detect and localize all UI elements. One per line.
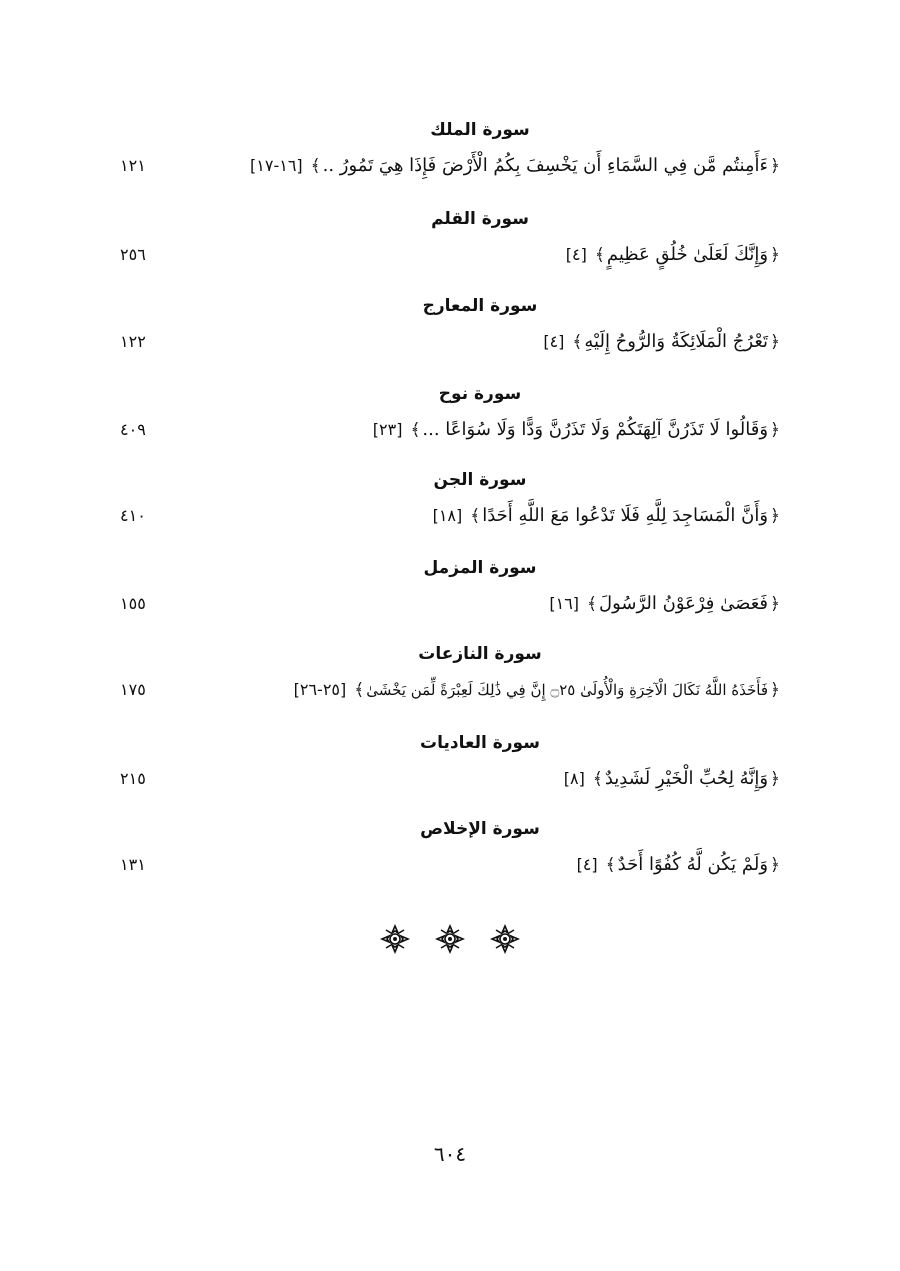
verse-close-bracket: ﴾ [410,420,421,440]
verse-row [0,586,900,622]
verse-row [0,148,900,184]
surah-title: سورة النازعات [418,644,542,664]
surah-section [0,815,900,903]
verse-close-bracket: ﴾ [605,855,616,875]
verse-reference: [٤] [576,855,598,874]
verse-text-block [433,498,782,534]
verse-open-bracket: ﴿ [770,594,780,614]
page-number: ١٥٥ [120,594,146,613]
page-number: ١٢١ [120,156,146,175]
page-number: ٢٥٦ [120,245,146,264]
verse-text: فَأَخَذَهُ اللَّهُ نَكَالَ الْآخِرَةِ وَالْأُولَىٰ ۝٢٥ إِنَّ فِي ذَٰلِكَ لَعِبْرَةً لِّمَن يَخْشَىٰ [366,681,769,699]
surah-section [0,640,900,728]
page-number: ١٧٥ [120,680,146,699]
surah-title: سورة المزمل [423,558,537,578]
surah-title: سورة العاديات [420,733,540,753]
verse-text: وَإِنَّكَ لَعَلَىٰ خُلُقٍ عَظِيمٍ [606,244,769,265]
verse-reference: [٤] [565,245,587,264]
verse-close-bracket: ﴾ [354,680,365,700]
surah-title: سورة المعارج [422,296,538,316]
surah-title: سورة نوح [438,384,522,404]
page-number: ١٣١ [120,855,146,874]
verse-reference: [٢٣] [372,420,403,439]
verse-open-bracket: ﴿ [770,156,780,176]
verse-reference: [١٦-١٧] [250,156,303,175]
verse-text: ءَأَمِنتُم مَّن فِي السَّمَاءِ أَن يَخْسِفَ بِكُمُ الْأَرْضَ فَإِذَا هِيَ تَمُورُ .. [322,155,769,176]
verse-text: وَإِنَّهُ لِحُبِّ الْخَيْرِ لَشَدِيدٌ [604,768,769,789]
verse-reference: [٨] [563,769,585,788]
verse-open-bracket: ﴿ [770,855,780,875]
verse-open-bracket: ﴿ [770,769,780,789]
verse-text-block [250,148,782,184]
page-number: ٢١٥ [120,769,146,788]
verse-close-bracket: ﴾ [587,594,598,614]
verse-reference: [٢٥-٢٦] [293,680,347,699]
flower-ornament-icon [380,924,410,954]
surah-title: سورة الملك [430,120,530,140]
verse-close-bracket: ﴾ [470,506,481,526]
verse-open-bracket: ﴿ [770,420,780,440]
surah-title: سورة الجن [433,470,527,490]
verse-close-bracket: ﴾ [310,156,321,176]
verse-text-block [566,237,782,273]
verse-row [0,412,900,448]
surah-section [0,729,900,817]
page-number: ٤١٠ [120,506,146,525]
surah-title: سورة القلم [431,209,529,229]
flower-ornament-icon [490,924,520,954]
surah-section [0,205,900,293]
page-number: ١٢٢ [120,332,146,351]
surah-section [0,380,900,468]
verse-reference: [١٨] [432,506,463,525]
verse-text-block [577,847,782,883]
verse-text-block [543,324,782,360]
surah-section [0,554,900,642]
verse-text-block [373,412,782,448]
verse-text: وَلَمْ يَكُن لَّهُ كُفُوًا أَحَدٌ [617,854,769,875]
verse-row [0,324,900,360]
page-number: ٤٠٩ [120,420,146,439]
verse-row [0,847,900,883]
verse-text: فَعَصَىٰ فِرْعَوْنُ الرَّسُولَ [599,593,769,614]
verse-open-bracket: ﴿ [770,506,780,526]
verse-row [0,498,900,534]
verse-text: تَعْرُجُ الْمَلَائِكَةُ وَالرُّوحُ إِلَيْهِ [584,331,769,352]
verse-open-bracket: ﴿ [770,680,780,700]
flower-ornament-icon [435,924,465,954]
verse-text-block [549,586,782,622]
verse-open-bracket: ﴿ [770,332,780,352]
verse-close-bracket: ﴾ [594,245,605,265]
verse-row [0,672,900,708]
surah-section [0,116,900,204]
verse-close-bracket: ﴾ [572,332,583,352]
verse-text-block [564,761,782,797]
verse-reference: [١٦] [549,594,580,613]
verse-open-bracket: ﴿ [770,245,780,265]
verse-close-bracket: ﴾ [592,769,603,789]
surah-section [0,466,900,554]
footer-page-number: ٦٠٤ [433,1142,467,1166]
verse-row [0,761,900,797]
verse-reference: [٤] [543,332,565,351]
surah-title: سورة الإخلاص [420,819,540,839]
surah-section [0,292,900,380]
verse-row [0,237,900,273]
verse-text: وَأَنَّ الْمَسَاجِدَ لِلَّهِ فَلَا تَدْعُوا مَعَ اللَّهِ أَحَدًا [482,505,769,526]
verse-text: وَقَالُوا لَا تَذَرُنَّ آلِهَتَكُمْ وَلَا تَذَرُنَّ وَدًّا وَلَا سُوَاعًا ... [422,419,769,440]
section-divider-ornaments [380,922,520,956]
verse-text-block [294,672,782,708]
